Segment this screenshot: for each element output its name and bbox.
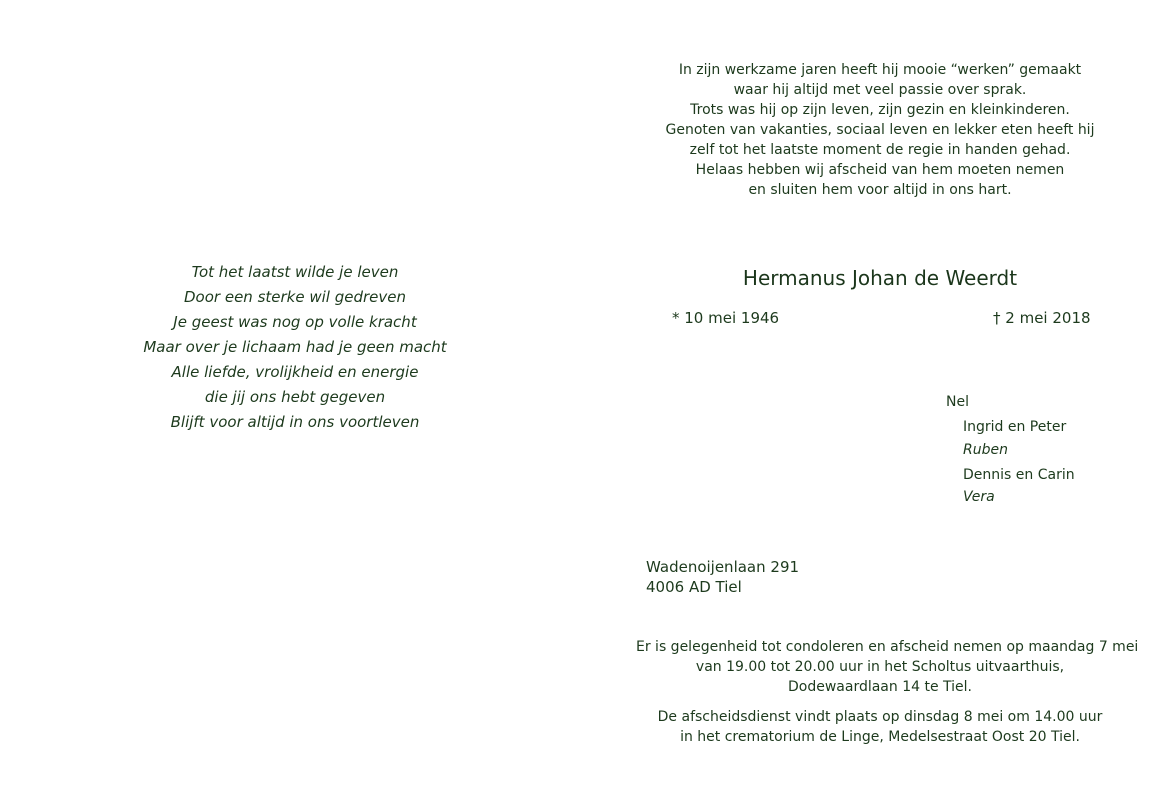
condolence-line: van 19.00 tot 20.00 uur in het Scholtus uitvaarthuis, [695, 659, 1065, 675]
poem-line: die jij ons hebt gegeven [204, 388, 386, 406]
intro-line: zelf tot het laatste moment de regie in handen gehad. [689, 142, 1071, 158]
death-date: † 2 mei 2018 [993, 309, 1091, 327]
poem-line: Je geest was nog op volle kracht [173, 313, 417, 331]
birth-date: * 10 mei 1946 [672, 309, 780, 327]
address-street: Wadenoijenlaan 291 [646, 558, 800, 576]
intro-line: en sluiten hem voor altijd in ons hart. [748, 182, 1012, 198]
grandchild-name: Vera [963, 489, 995, 505]
intro-line: In zijn werkzame jaren heeft hij mooie “werken” gemaakt [678, 62, 1082, 78]
service-line: De afscheidsdienst vindt plaats op dinsdag 8 mei om 14.00 uur [657, 709, 1103, 725]
service-line: in het crematorium de Linge, Medelsestraat Oost 20 Tiel. [680, 729, 1080, 745]
poem [140, 260, 450, 435]
intro-line: Genoten van vakanties, sociaal leven en lekker eten heeft hij [665, 122, 1095, 138]
poem-line: Door een sterke wil gedreven [184, 288, 406, 306]
deceased-name: Hermanus Johan de Weerdt [742, 266, 1018, 290]
poem-line: Maar over je lichaam had je geen macht [143, 338, 447, 356]
intro-line: Helaas hebben wij afscheid van hem moeten nemen [695, 162, 1065, 178]
intro-line: Trots was hij op zijn leven, zijn gezin en kleinkinderen. [690, 102, 1070, 118]
condolence-line: Er is gelegenheid tot condoleren en afscheid nemen op maandag 7 mei [636, 639, 1139, 655]
poem-line: Blijft voor altijd in ons voortleven [170, 413, 420, 431]
poem-line: Alle liefde, vrolijkheid en energie [171, 363, 419, 381]
poem-line: Tot het laatst wilde je leven [191, 263, 399, 281]
child-name: Dennis en Carin [963, 467, 1075, 483]
intro-line: waar hij altijd met veel passie over sprak. [733, 82, 1027, 98]
condolence-line: Dodewaardlaan 14 te Tiel. [787, 679, 972, 695]
address-city: 4006 AD Tiel [646, 578, 742, 596]
spouse-name: Nel [946, 394, 969, 410]
condolence-info [636, 637, 1139, 697]
grandchild-name: Ruben [963, 442, 1008, 458]
intro-text [650, 60, 1110, 200]
child-name: Ingrid en Peter [963, 419, 1067, 435]
service-info [636, 707, 1124, 747]
correspondence-address [646, 557, 799, 597]
